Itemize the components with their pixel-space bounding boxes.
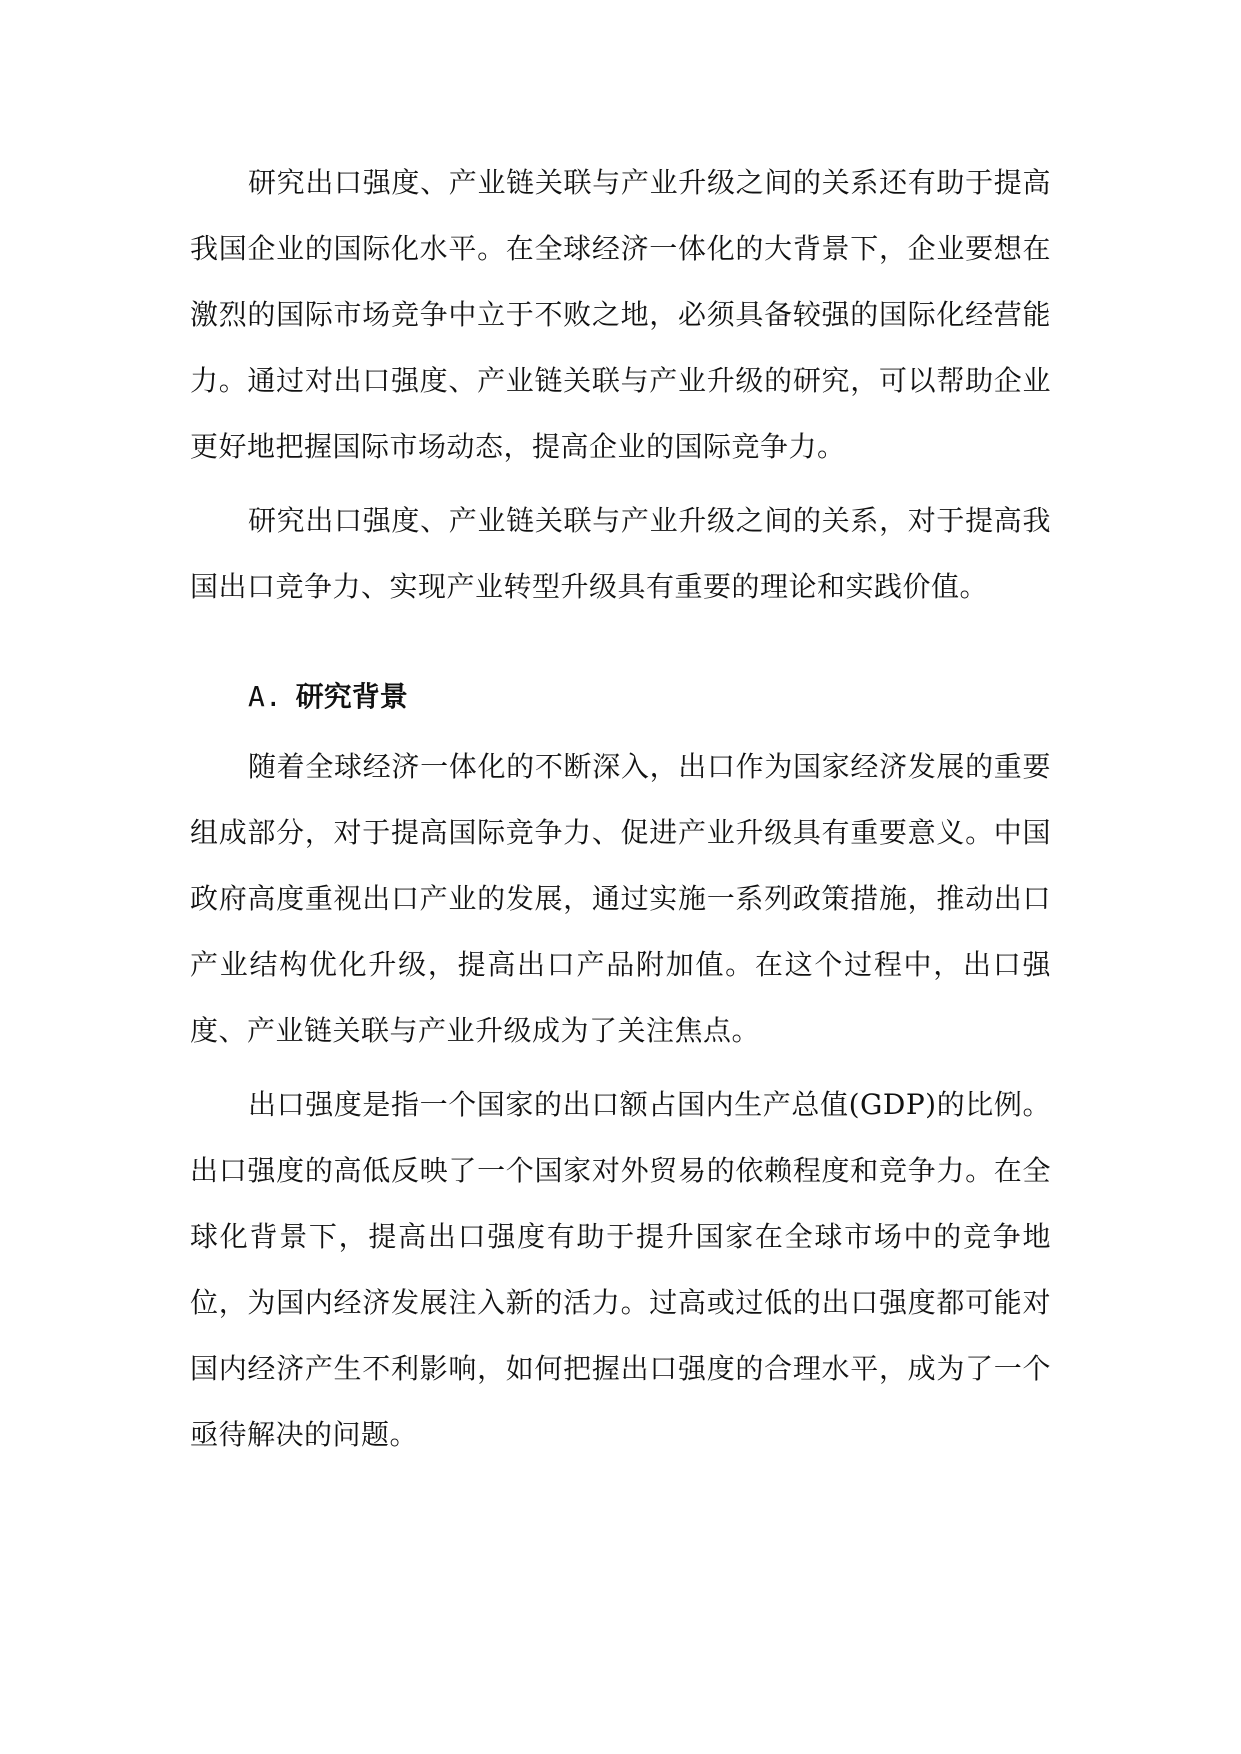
section-heading: [190, 666, 1051, 728]
paragraph-significance: 研究出口强度、产业链关联与产业升级之间的关系，对于提高我国出口竞争力、实现产业转型升级具有重要的理论和实践价值。: [190, 504, 1051, 603]
paragraph-background: 随着全球经济一体化的不断深入，出口作为国家经济发展的重要组成部分，对于提高国际竞争力、促进产业升级具有重要意义。中国政府高度重视出口产业的发展，通过实施一系列政策措施，推动出口产业结构优化升级，提高出口产品附加值。在这个过程中，出口强度、产业链关联与产业升级成为了关注焦点。: [190, 750, 1051, 1047]
paragraph-export-intensity: 出口强度是指一个国家的出口额占国内生产总值(GDP)的比例。出口强度的高低反映了一个国家对外贸易的依赖程度和竞争力。在全球化背景下，提高出口强度有助于提升国家在全球市场中的竞争地位，为国内经济发展注入新的活力。过高或过低的出口强度都可能对国内经济产生不利影响，如何把握出口强度的合理水平，成为了一个亟待解决的问题。: [190, 1088, 1051, 1451]
section-title: 研究背景: [295, 680, 408, 713]
paragraph-internationalization: 研究出口强度、产业链关联与产业升级之间的关系还有助于提高我国企业的国际化水平。在全球经济一体化的大背景下，企业要想在激烈的国际市场竞争中立于不败之地，必须具备较强的国际化经营能力。通过对出口强度、产业链关联与产业升级的研究，可以帮助企业更好地把握国际市场动态，提高企业的国际竞争力。: [190, 166, 1051, 463]
section-label: A.: [248, 680, 282, 713]
document-body: [190, 150, 1051, 1468]
